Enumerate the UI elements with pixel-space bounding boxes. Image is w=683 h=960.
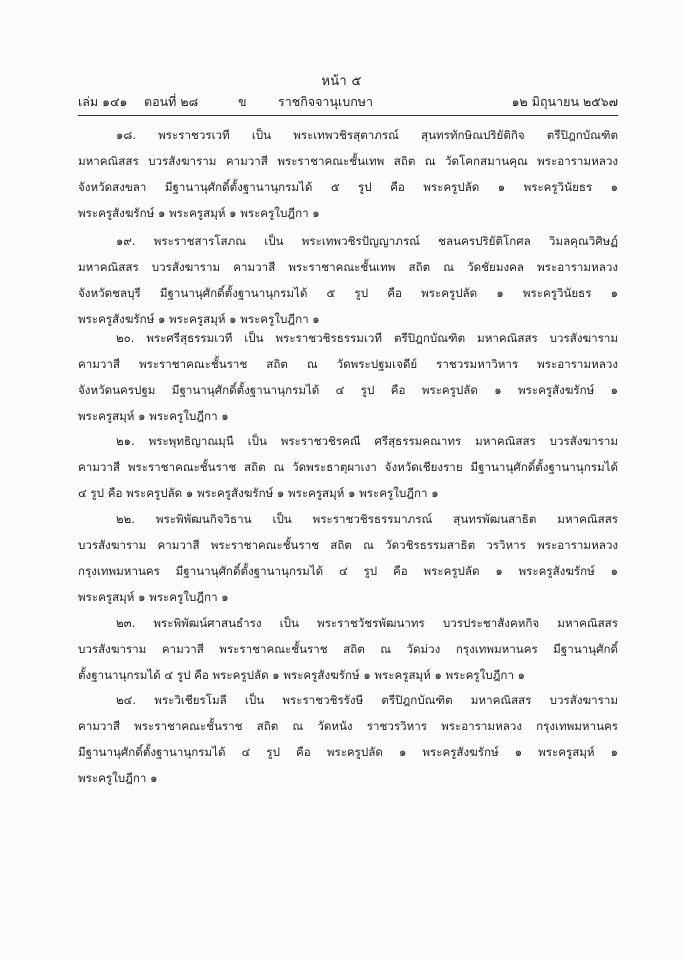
entry-line: ๑๙. พระราชสารโสภณ เป็น พระเทพวชิรปัญญาภรณ์ ชลนครปริยัติโกศล วิมลคุณวิศิษฏ์: [116, 234, 618, 248]
entry-line: คามวาสี พระราชาคณะชั้นราช สถิต ณ วัดหนัง ราชวรวิหาร พระอารามหลวง กรุงเทพมหานคร: [78, 719, 618, 733]
entry-24: [78, 687, 618, 791]
entry-line: จังหวัดชลบุรี มีฐานานุศักดิ์ตั้งฐานานุกรมได้ ๕ รูป คือ พระครูปลัด ๑ พระครูวินัยธร ๑: [78, 286, 618, 300]
entry-20: [78, 325, 618, 429]
entry-line: คามวาสี พระราชาคณะชั้นราช สถิต ณ วัดพระธาตุผาเงา จังหวัดเชียงราย มีฐานานุศักดิ์ตั้งฐานานุกรมได้: [78, 460, 618, 474]
entry-line: บวรสังฆาราม คามวาสี พระราชาคณะชั้นราช สถิต ณ วัดวชิรธรรมสาธิต วรวิหาร พระอารามหลวง: [78, 538, 618, 552]
entry-line: พระครูสมุห์ ๑ พระครูใบฎีกา ๑: [78, 409, 229, 423]
entry-21: [78, 428, 618, 506]
publication-date: ๑๒ มิถุนายน ๒๕๖๗: [511, 94, 618, 109]
entry-line: พระครูสมุห์ ๑ พระครูใบฎีกา ๑: [78, 590, 229, 604]
section-label: ข: [238, 94, 247, 109]
volume-label: เล่ม ๑๔๑: [78, 94, 128, 109]
entry-19: [78, 228, 618, 332]
entry-18: [78, 122, 618, 226]
entry-line: ๑๘. พระราชวรเวที เป็น พระเทพวชิรสุตาภรณ์ สุนทรทักษิณปริยัติกิจ ตรีปิฎกบัณฑิต: [116, 128, 618, 142]
entry-line: กรุงเทพมหานคร มีฐานานุศักดิ์ตั้งฐานานุกรมได้ ๔ รูป คือ พระครูปลัด ๑ พระครูสังฆรักษ์ ๑: [78, 564, 618, 578]
entry-line: พระครูสังฆรักษ์ ๑ พระครูสมุห์ ๑ พระครูใบฎีกา ๑: [78, 206, 320, 220]
entry-23: [78, 610, 618, 688]
entry-22: [78, 506, 618, 610]
header-divider: [78, 115, 618, 116]
entry-line: คามวาสี พระราชาคณะชั้นราช สถิต ณ วัดพระปฐมเจดีย์ ราชวรมหาวิหาร พระอารามหลวง: [78, 357, 618, 371]
entry-line: จังหวัดนครปฐม มีฐานานุศักดิ์ตั้งฐานานุกรมได้ ๔ รูป คือ พระครูปลัด ๑ พระครูสังฆรักษ์ ๑: [78, 383, 618, 397]
entry-line: มหาคณิสสร บวรสังฆาราม คามวาสี พระราชาคณะชั้นเทพ สถิต ณ วัดโคกสมานคุณ พระอารามหลวง: [78, 154, 618, 168]
entry-line: มหาคณิสสร บวรสังฆาราม คามวาสี พระราชาคณะชั้นเทพ สถิต ณ วัดชัยมงคล พระอารามหลวง: [78, 260, 618, 274]
gazette-name: ราชกิจจานุเบกษา: [278, 94, 374, 109]
entry-line: ๒๒. พระพิพัฒนกิจวิธาน เป็น พระราชวชิรธรรมาภรณ์ สุนทรพัฒนสาธิต มหาคณิสสร: [116, 512, 618, 526]
entry-line: ๔ รูป คือ พระครูปลัด ๑ พระครูสังฆรักษ์ ๑ พระครูสมุห์ ๑ พระครูใบฎีกา ๑: [78, 486, 439, 500]
issue-label: ตอนที่ ๒๘: [144, 94, 199, 109]
gazette-header: [78, 92, 618, 112]
entry-line: พระครูสังฆรักษ์ ๑ พระครูสมุห์ ๑ พระครูใบฎีกา ๑: [78, 312, 320, 326]
entry-line: จังหวัดสงขลา มีฐานานุศักดิ์ตั้งฐานานุกรมได้ ๕ รูป คือ พระครูปลัด ๑ พระครูวินัยธร ๑: [78, 180, 618, 194]
entry-line: บวรสังฆาราม คามวาสี พระราชาคณะชั้นราช สถิต ณ วัดม่วง กรุงเทพมหานคร มีฐานานุศักดิ์: [78, 642, 618, 656]
entry-line: ๒๔. พระวิเชียรโมลี เป็น พระราชวชิรรังษี ตรีปิฎกบัณฑิต มหาคณิสสร บวรสังฆาราม: [116, 693, 618, 707]
entry-line: ตั้งฐานานุกรมได้ ๔ รูป คือ พระครูปลัด ๑ พระครูสังฆรักษ์ ๑ พระครูสมุห์ ๑ พระครูใบฎีกา ๑: [78, 668, 525, 682]
entry-line: ๒๐. พระศรีสุธรรมเวที เป็น พระราชวชิรธรรมเวที ตรีปิฎกบัณฑิต มหาคณิสสร บวรสังฆาราม: [116, 331, 618, 345]
entry-line: พระครูใบฎีกา ๑: [78, 771, 158, 785]
entry-line: มีฐานานุศักดิ์ตั้งฐานานุกรมได้ ๔ รูป คือ พระครูปลัด ๑ พระครูสังฆรักษ์ ๑ พระครูสมุห์ ๑: [78, 745, 618, 759]
entry-line: ๒๑. พระพุทธิญาณมุนี เป็น พระราชวชิรคณี ศรีสุธรรมคณาทร มหาคณิสสร บวรสังฆาราม: [116, 434, 618, 448]
page-number: หน้า ๕: [321, 74, 362, 89]
entry-line: ๒๓. พระพิพัฒน์ศาสนธำรง เป็น พระราชวัชรพัฒนาทร บวรประชาสังคหกิจ มหาคณิสสร: [116, 616, 618, 630]
